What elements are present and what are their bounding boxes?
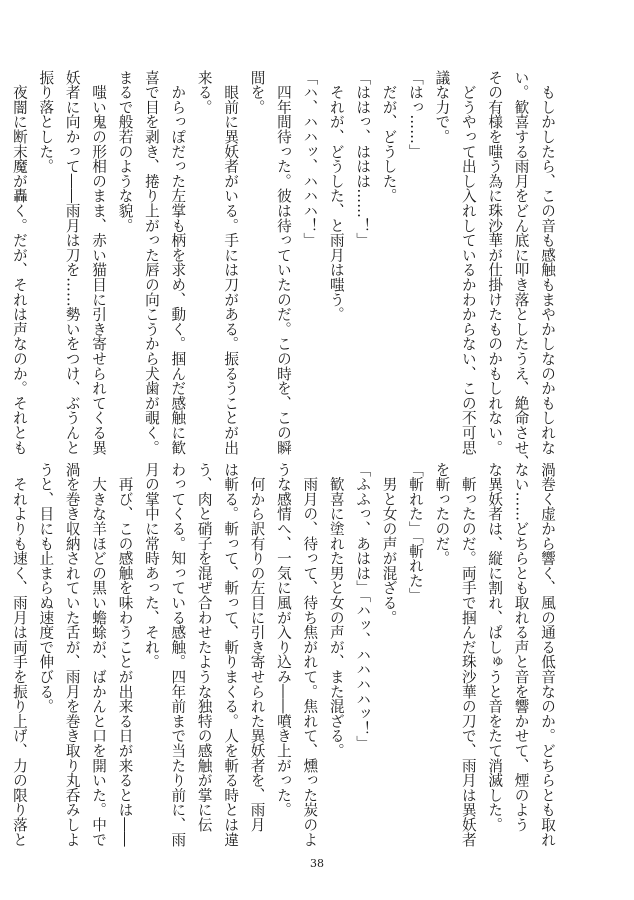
text-line: 眼前に異妖者がいる。手には刀がある。振るうことが出 <box>222 70 240 455</box>
text-line: 「はっ……」 <box>406 70 424 159</box>
text-line: 喜で目を剥き、捲り上がった唇の向こうから犬歯が覗く。 <box>142 70 160 455</box>
text-line: 渦巻く虚から響く、風の通る低音なのか。どちらとも取れ <box>539 462 556 847</box>
text-line: どうやって出し入れしているかわからない、この不可思 <box>459 70 477 455</box>
text-block-bottom <box>10 462 560 847</box>
text-line: 斬ったのだ。両手で掴んだ珠沙華の刀で、雨月は異妖者 <box>459 462 477 847</box>
text-line: 渦を巻き収納されていた舌が、雨月を巻き取り丸呑みしよ <box>63 462 81 847</box>
text-line: 夜闇に断末魔が轟く。だが、それは声なのか。それとも <box>10 70 28 455</box>
text-line: それが、どうした、と雨月は嗤う。 <box>327 70 345 322</box>
page-number: 38 <box>310 857 324 870</box>
text-block-top <box>10 70 560 470</box>
text-line: 間を。 <box>248 70 266 115</box>
text-line: 「ふふっ、あはは」「ハッ、ハハハハッ！」 <box>354 462 372 751</box>
text-line: もしかしたら、この音も感触もまやかしなのかもしれな <box>539 70 556 455</box>
text-line: ない……どちらとも取れる声と音を響かせて、煙のよう <box>512 462 530 832</box>
text-line: 「ハ、ハハッ、ハハハ！」 <box>301 70 319 248</box>
text-line: 歓喜に塗れた男と女の声が、また混ざる。 <box>327 462 345 758</box>
text-line: 月の掌中に常時あった、それ。 <box>142 462 160 670</box>
text-line: 「斬れた」「斬れた」 <box>406 462 424 603</box>
text-line: 振り落とした。 <box>37 70 55 174</box>
text-line: い。歓喜する雨月をどん底に叩き落としたうえ、絶命させ、 <box>512 70 530 470</box>
text-line: それよりも速く、雨月は両手を振り上げ、力の限り落と <box>10 462 28 847</box>
text-line: 雨月の、待って、待ち焦がれて。焦れて、燻った炭のよ <box>301 462 319 847</box>
text-line: その有様を嗤う為に珠沙華が仕掛けたものかもしれない。 <box>486 70 504 455</box>
text-line: からっぽだった左掌も柄を求め、動く。掴んだ感触に歓 <box>169 70 187 455</box>
text-line: を斬ったのだ。 <box>433 462 451 566</box>
text-line: 再び、この感触を味わうことが出来る日が来るとは―― <box>116 462 134 847</box>
text-line: わってくる。知っている感触。四年前まで当たり前に、雨 <box>169 462 187 847</box>
text-line: 男と女の声が混ざる。 <box>380 462 398 625</box>
text-line: う、肉と硝子を混ぜ合わせたような独特の感触が掌に伝 <box>195 462 213 832</box>
text-line: 嗤い鬼の形相のまま、赤い猫目に引き寄せられてくる異 <box>90 70 108 455</box>
text-line: 大きな羊ほどの黒い蟾蜍が、ばかんと口を開いた。中で <box>90 462 108 847</box>
text-line: 「ははっ、ははは……！」 <box>354 70 372 248</box>
text-line: な異妖者は、縦に割れ、ぱしゅうと音をたて消滅した。 <box>486 462 504 832</box>
text-line: まるで般若のような貌。 <box>116 70 134 233</box>
text-line: だが、どうした。 <box>380 70 398 204</box>
text-line: 何から訳有りの左目に引き寄せられた異妖者を、雨月 <box>248 462 266 832</box>
text-line: 来る。 <box>195 70 213 115</box>
text-line: うと、目にも止まらぬ速度で伸びる。 <box>37 462 55 714</box>
text-line: は斬る。斬って、斬って、斬りまくる。人を斬る時とは違 <box>222 462 240 847</box>
text-line: 議な力で。 <box>433 70 451 144</box>
text-line: 四年間待った。彼は待っていたのだ。この時を、この瞬 <box>274 70 292 455</box>
text-line: うな感情へ、一気に風が入り込み――噴き上がった。 <box>274 462 292 818</box>
text-line: 妖者に向かって――雨月は刀を……勢いをつけ、ぶうんと <box>63 70 81 455</box>
